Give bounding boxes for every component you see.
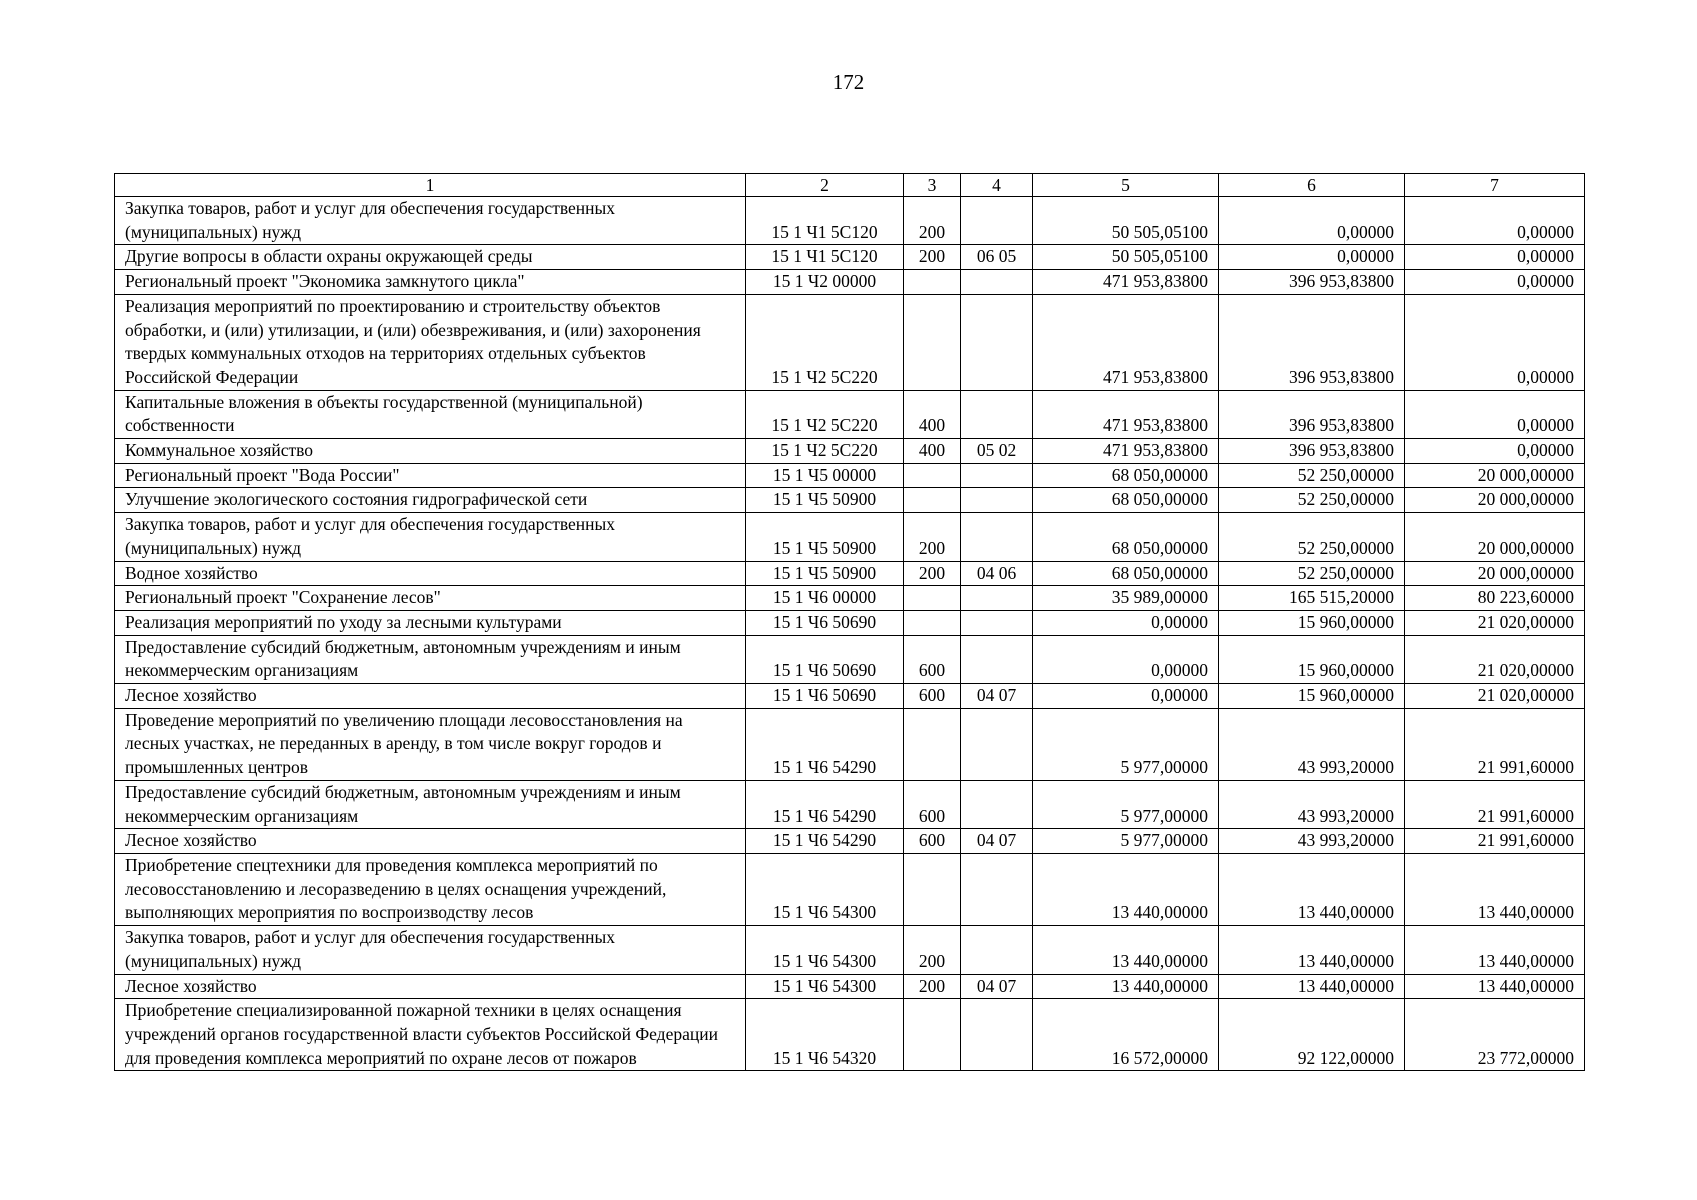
row-expense-type: 600 — [904, 684, 961, 709]
page-number: 172 — [832, 70, 865, 94]
row-amount-3: 21 020,00000 — [1405, 635, 1585, 683]
row-target-code: 15 1 Ч6 50690 — [746, 635, 904, 683]
row-amount-3: 0,00000 — [1405, 294, 1585, 390]
row-expense-type — [904, 488, 961, 513]
column-header: 3 — [904, 174, 961, 197]
row-target-code: 15 1 Ч6 50690 — [746, 610, 904, 635]
table-row — [115, 294, 1585, 390]
row-amount-2: 396 953,83800 — [1219, 439, 1405, 464]
row-expense-type: 600 — [904, 635, 961, 683]
column-header: 6 — [1219, 174, 1405, 197]
row-name: Приобретение специализированной пожарной техники в целях оснащения учреждений органов государственной власти субъектов Российской Федерации для проведения комплекса мероприятий по охране лесов от пожаров — [115, 999, 746, 1071]
row-expense-type — [904, 294, 961, 390]
row-section-code — [961, 853, 1033, 925]
row-amount-2: 92 122,00000 — [1219, 999, 1405, 1071]
row-amount-3: 13 440,00000 — [1405, 974, 1585, 999]
row-expense-type: 200 — [904, 974, 961, 999]
row-name: Региональный проект "Экономика замкнутого цикла" — [115, 270, 746, 295]
row-amount-1: 0,00000 — [1033, 635, 1219, 683]
table-row — [115, 780, 1585, 828]
table-row — [115, 610, 1585, 635]
row-expense-type: 200 — [904, 513, 961, 561]
row-target-code: 15 1 Ч6 50690 — [746, 684, 904, 709]
row-name: Лесное хозяйство — [115, 974, 746, 999]
table-row — [115, 513, 1585, 561]
row-section-code — [961, 610, 1033, 635]
row-name: Капитальные вложения в объекты государственной (муниципальной) собственности — [115, 390, 746, 438]
row-amount-1: 68 050,00000 — [1033, 513, 1219, 561]
column-header: 2 — [746, 174, 904, 197]
table-body — [115, 197, 1585, 1071]
row-section-code: 04 07 — [961, 829, 1033, 854]
row-amount-2: 165 515,20000 — [1219, 586, 1405, 611]
row-amount-3: 0,00000 — [1405, 197, 1585, 245]
row-expense-type: 200 — [904, 561, 961, 586]
row-amount-1: 35 989,00000 — [1033, 586, 1219, 611]
row-name: Водное хозяйство — [115, 561, 746, 586]
row-name: Реализация мероприятий по проектированию и строительству объектов обработки, и (или) утилизации, и (или) обезвреживания, и (или) захоронения твердых коммунальных отходов на территориях отдельных субъектов Российской Федерации — [115, 294, 746, 390]
row-section-code — [961, 488, 1033, 513]
row-section-code — [961, 780, 1033, 828]
row-target-code: 15 1 Ч6 54300 — [746, 853, 904, 925]
row-name: Закупка товаров, работ и услуг для обеспечения государственных (муниципальных) нужд — [115, 197, 746, 245]
row-expense-type — [904, 586, 961, 611]
row-expense-type: 200 — [904, 926, 961, 974]
row-amount-2: 52 250,00000 — [1219, 513, 1405, 561]
row-amount-1: 5 977,00000 — [1033, 780, 1219, 828]
row-target-code: 15 1 Ч6 54290 — [746, 829, 904, 854]
row-name: Коммунальное хозяйство — [115, 439, 746, 464]
row-amount-1: 13 440,00000 — [1033, 853, 1219, 925]
column-number-row — [115, 174, 1585, 197]
row-name: Предоставление субсидий бюджетным, автономным учреждениям и иным некоммерческим организациям — [115, 780, 746, 828]
row-section-code: 04 07 — [961, 684, 1033, 709]
row-amount-3: 20 000,00000 — [1405, 463, 1585, 488]
row-amount-2: 43 993,20000 — [1219, 829, 1405, 854]
row-amount-2: 13 440,00000 — [1219, 926, 1405, 974]
row-section-code — [961, 463, 1033, 488]
column-header: 4 — [961, 174, 1033, 197]
row-name: Региональный проект "Сохранение лесов" — [115, 586, 746, 611]
row-amount-1: 68 050,00000 — [1033, 561, 1219, 586]
row-section-code — [961, 294, 1033, 390]
column-header: 5 — [1033, 174, 1219, 197]
row-section-code: 05 02 — [961, 439, 1033, 464]
row-amount-2: 15 960,00000 — [1219, 635, 1405, 683]
row-amount-2: 52 250,00000 — [1219, 463, 1405, 488]
row-amount-1: 5 977,00000 — [1033, 829, 1219, 854]
row-amount-1: 68 050,00000 — [1033, 488, 1219, 513]
row-target-code: 15 1 Ч5 50900 — [746, 561, 904, 586]
row-expense-type — [904, 270, 961, 295]
row-expense-type: 600 — [904, 780, 961, 828]
row-amount-3: 0,00000 — [1405, 270, 1585, 295]
row-amount-1: 471 953,83800 — [1033, 294, 1219, 390]
table-row — [115, 439, 1585, 464]
row-name: Лесное хозяйство — [115, 684, 746, 709]
row-amount-1: 0,00000 — [1033, 684, 1219, 709]
row-amount-3: 80 223,60000 — [1405, 586, 1585, 611]
row-name: Предоставление субсидий бюджетным, автономным учреждениям и иным некоммерческим организациям — [115, 635, 746, 683]
row-section-code: 04 06 — [961, 561, 1033, 586]
row-amount-3: 20 000,00000 — [1405, 488, 1585, 513]
row-amount-2: 396 953,83800 — [1219, 390, 1405, 438]
table-row — [115, 488, 1585, 513]
row-amount-3: 0,00000 — [1405, 245, 1585, 270]
row-amount-1: 5 977,00000 — [1033, 708, 1219, 780]
table-row — [115, 463, 1585, 488]
row-expense-type — [904, 999, 961, 1071]
row-amount-3: 21 020,00000 — [1405, 684, 1585, 709]
row-name: Другие вопросы в области охраны окружающей среды — [115, 245, 746, 270]
row-amount-3: 0,00000 — [1405, 439, 1585, 464]
row-target-code: 15 1 Ч6 54290 — [746, 780, 904, 828]
row-amount-1: 50 505,05100 — [1033, 197, 1219, 245]
row-amount-1: 471 953,83800 — [1033, 439, 1219, 464]
table-row — [115, 197, 1585, 245]
row-target-code: 15 1 Ч2 5С220 — [746, 294, 904, 390]
row-target-code: 15 1 Ч5 00000 — [746, 463, 904, 488]
column-header: 1 — [115, 174, 746, 197]
row-target-code: 15 1 Ч1 5С120 — [746, 245, 904, 270]
row-target-code: 15 1 Ч2 5С220 — [746, 439, 904, 464]
row-target-code: 15 1 Ч6 54300 — [746, 974, 904, 999]
row-target-code: 15 1 Ч5 50900 — [746, 513, 904, 561]
table-row — [115, 684, 1585, 709]
row-amount-1: 50 505,05100 — [1033, 245, 1219, 270]
row-section-code — [961, 390, 1033, 438]
table-row — [115, 829, 1585, 854]
budget-table — [114, 173, 1585, 1071]
row-target-code: 15 1 Ч6 54290 — [746, 708, 904, 780]
table-row — [115, 586, 1585, 611]
row-amount-2: 52 250,00000 — [1219, 488, 1405, 513]
row-name: Реализация мероприятий по уходу за лесными культурами — [115, 610, 746, 635]
row-expense-type: 200 — [904, 197, 961, 245]
row-amount-2: 13 440,00000 — [1219, 974, 1405, 999]
row-amount-2: 43 993,20000 — [1219, 708, 1405, 780]
row-expense-type — [904, 708, 961, 780]
row-amount-3: 21 991,60000 — [1405, 780, 1585, 828]
row-section-code — [961, 513, 1033, 561]
row-expense-type — [904, 463, 961, 488]
row-amount-3: 20 000,00000 — [1405, 561, 1585, 586]
table-row — [115, 974, 1585, 999]
row-section-code — [961, 708, 1033, 780]
table-row — [115, 390, 1585, 438]
row-section-code — [961, 197, 1033, 245]
row-target-code: 15 1 Ч2 00000 — [746, 270, 904, 295]
column-header: 7 — [1405, 174, 1585, 197]
row-section-code — [961, 270, 1033, 295]
row-target-code: 15 1 Ч1 5С120 — [746, 197, 904, 245]
row-target-code: 15 1 Ч6 54300 — [746, 926, 904, 974]
row-amount-2: 52 250,00000 — [1219, 561, 1405, 586]
table-row — [115, 635, 1585, 683]
row-section-code — [961, 635, 1033, 683]
row-section-code: 04 07 — [961, 974, 1033, 999]
table-row — [115, 999, 1585, 1071]
row-name: Закупка товаров, работ и услуг для обеспечения государственных (муниципальных) нужд — [115, 926, 746, 974]
row-expense-type: 400 — [904, 390, 961, 438]
row-section-code: 06 05 — [961, 245, 1033, 270]
row-target-code: 15 1 Ч5 50900 — [746, 488, 904, 513]
row-name: Проведение мероприятий по увеличению площади лесовосстановления на лесных участках, не переданных в аренду, в том числе вокруг городов и промышленных центров — [115, 708, 746, 780]
row-amount-3: 0,00000 — [1405, 390, 1585, 438]
row-amount-3: 20 000,00000 — [1405, 513, 1585, 561]
row-expense-type — [904, 853, 961, 925]
row-amount-2: 43 993,20000 — [1219, 780, 1405, 828]
row-name: Лесное хозяйство — [115, 829, 746, 854]
table-row — [115, 561, 1585, 586]
row-target-code: 15 1 Ч6 54320 — [746, 999, 904, 1071]
table-row — [115, 926, 1585, 974]
row-amount-2: 0,00000 — [1219, 197, 1405, 245]
row-amount-3: 13 440,00000 — [1405, 926, 1585, 974]
row-amount-3: 23 772,00000 — [1405, 999, 1585, 1071]
row-name: Региональный проект "Вода России" — [115, 463, 746, 488]
table-row — [115, 853, 1585, 925]
row-amount-3: 21 991,60000 — [1405, 708, 1585, 780]
row-amount-1: 68 050,00000 — [1033, 463, 1219, 488]
row-name: Закупка товаров, работ и услуг для обеспечения государственных (муниципальных) нужд — [115, 513, 746, 561]
row-expense-type: 200 — [904, 245, 961, 270]
row-section-code — [961, 926, 1033, 974]
row-amount-3: 21 991,60000 — [1405, 829, 1585, 854]
row-amount-2: 13 440,00000 — [1219, 853, 1405, 925]
row-section-code — [961, 586, 1033, 611]
row-amount-3: 21 020,00000 — [1405, 610, 1585, 635]
table-row — [115, 708, 1585, 780]
row-section-code — [961, 999, 1033, 1071]
row-amount-1: 13 440,00000 — [1033, 926, 1219, 974]
row-expense-type — [904, 610, 961, 635]
row-amount-2: 15 960,00000 — [1219, 684, 1405, 709]
row-name: Улучшение экологического состояния гидрографической сети — [115, 488, 746, 513]
row-name: Приобретение спецтехники для проведения комплекса мероприятий по лесовосстановлению и лесоразведению в целях оснащения учреждений, выполняющих мероприятия по воспроизводству лесов — [115, 853, 746, 925]
row-target-code: 15 1 Ч6 00000 — [746, 586, 904, 611]
row-amount-1: 16 572,00000 — [1033, 999, 1219, 1071]
row-amount-2: 396 953,83800 — [1219, 270, 1405, 295]
row-amount-2: 15 960,00000 — [1219, 610, 1405, 635]
table-row — [115, 270, 1585, 295]
row-amount-1: 0,00000 — [1033, 610, 1219, 635]
row-expense-type: 400 — [904, 439, 961, 464]
table-row — [115, 245, 1585, 270]
row-expense-type: 600 — [904, 829, 961, 854]
row-amount-3: 13 440,00000 — [1405, 853, 1585, 925]
row-amount-2: 0,00000 — [1219, 245, 1405, 270]
row-amount-2: 396 953,83800 — [1219, 294, 1405, 390]
row-amount-1: 471 953,83800 — [1033, 270, 1219, 295]
row-target-code: 15 1 Ч2 5С220 — [746, 390, 904, 438]
row-amount-1: 13 440,00000 — [1033, 974, 1219, 999]
row-amount-1: 471 953,83800 — [1033, 390, 1219, 438]
